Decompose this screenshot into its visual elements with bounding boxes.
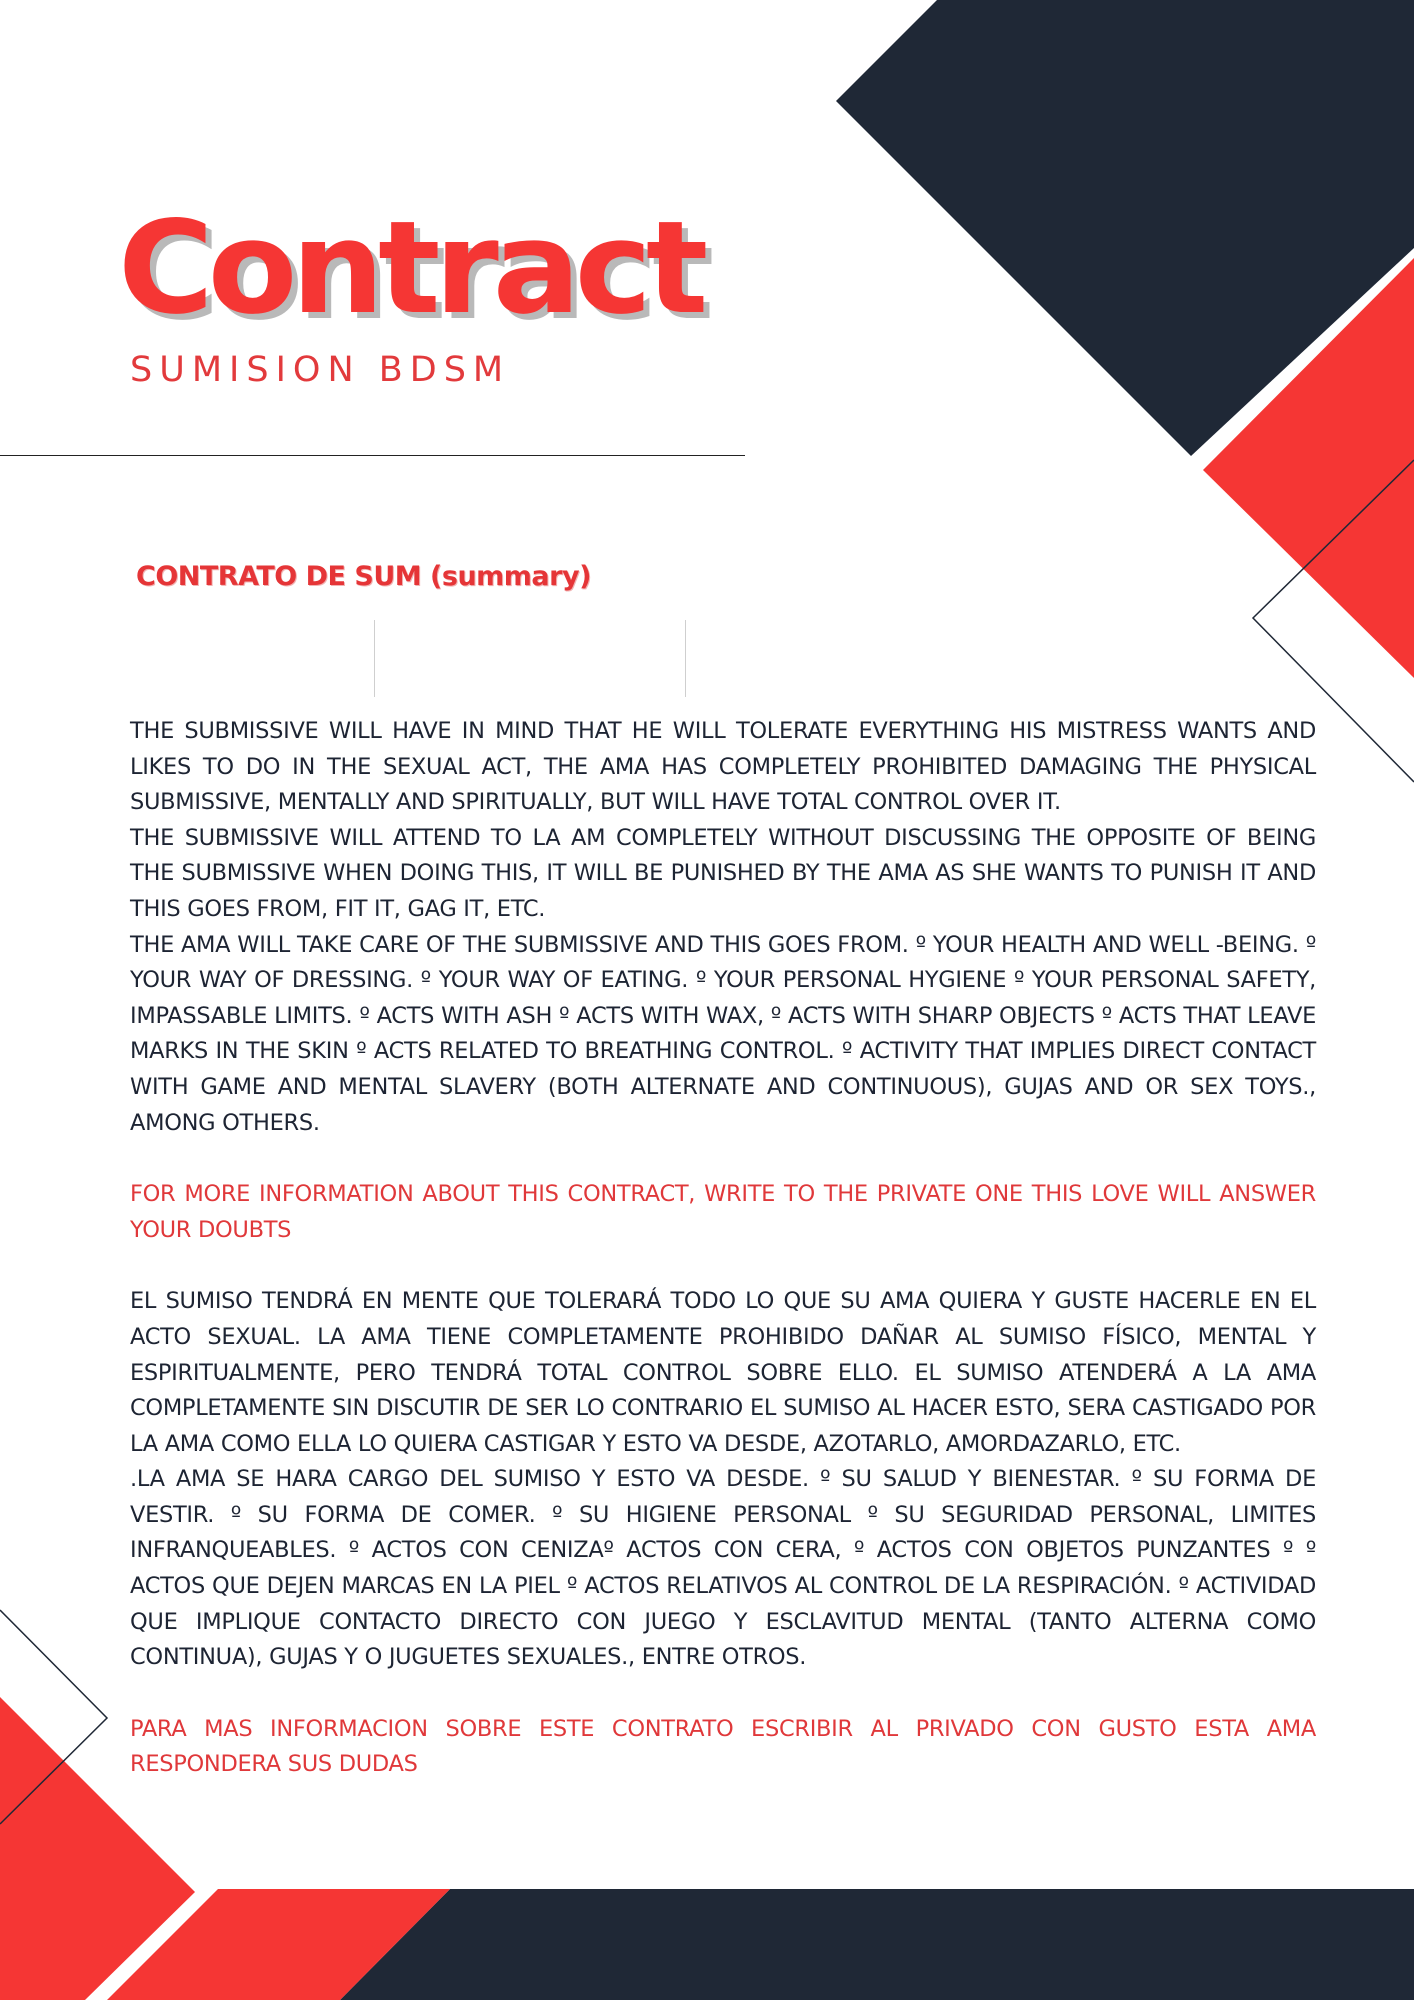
column-divider-right (685, 620, 686, 697)
english-paragraph-1: THE SUBMISSIVE WILL HAVE IN MIND THAT HE WILL TOLERATE EVERYTHING HIS MISTRESS WANTS AND LIKES TO DO IN THE SEXUAL ACT, THE AMA HAS COMPLETELY PROHIBITED DAMAGING THE PHYSICAL SUBMISSIVE, MENTALLY AND SPIRITUALLY, BUT WILL HAVE TOTAL CONTROL OVER IT. (130, 718, 1316, 816)
section-heading: CONTRATO DE SUM (summary) (136, 561, 591, 592)
spanish-paragraph-2: .LA AMA SE HARA CARGO DEL SUMISO Y ESTO VA DESDE. º SU SALUD Y BIENESTAR. º SU FORMA DE VESTIR. º SU FORMA DE COMER. º SU HIGIENE PERSONAL º SU SEGURIDAD PERSONAL, LIMITES INFRANQUEABLES. º ACTOS CON CENIZAº ACTOS CON CERA, º ACTOS CON OBJETOS PUNZANTES º º ACTOS QUE DEJEN MARCAS EN LA PIEL º ACTOS RELATIVOS AL CONTROL DE LA RESPIRACIÓN. º ACTIVIDAD QUE IMPLIQUE CONTACTO DIRECTO CON JUEGO Y ESCLAVITUD MENTAL (TANTO ALTERNA COMO CONTINUA), GUJAS Y O JUGUETES SEXUALES., ENTRE OTROS. (130, 1466, 1316, 1671)
document-subtitle: SUMISION BDSM (130, 350, 511, 390)
spanish-paragraph-1: EL SUMISO TENDRÁ EN MENTE QUE TOLERARÁ TODO LO QUE SU AMA QUIERA Y GUSTE HACERLE EN EL ACTO SEXUAL. LA AMA TIENE COMPLETAMENTE PROHIBIDO DAÑAR AL SUMISO FÍSICO, MENTAL Y ESPIRITUALMENTE, PERO TENDRÁ TOTAL CONTROL SOBRE ELLO. EL SUMISO ATENDERÁ A LA AMA COMPLETAMENTE SIN DISCUTIR DE SER LO CONTRARIO EL SUMISO AL HACER ESTO, SERA CASTIGADO POR LA AMA COMO ELLA LO QUIERA CASTIGAR Y ESTO VA DESDE, AZOTARLO, AMORDAZARLO, ETC. (130, 1288, 1316, 1457)
english-contact-note: FOR MORE INFORMATION ABOUT THIS CONTRACT, WRITE TO THE PRIVATE ONE THIS LOVE WILL ANSWER YOUR DOUBTS (130, 1181, 1316, 1243)
document-title: Contract (118, 194, 703, 343)
spanish-contact-note: PARA MAS INFORMACION SOBRE ESTE CONTRATO ESCRIBIR AL PRIVADO CON GUSTO ESTA AMA RESPONDERA SUS DUDAS (130, 1715, 1316, 1778)
english-paragraph-2: THE SUBMISSIVE WILL ATTEND TO LA AM COMPLETELY WITHOUT DISCUSSING THE OPPOSITE OF BEING THE SUBMISSIVE WHEN DOING THIS, IT WILL BE PUNISHED BY THE AMA AS SHE WANTS TO PUNISH IT AND THIS GOES FROM, FIT IT, GAG IT, ETC. (130, 824, 1316, 922)
header-divider (0, 455, 745, 456)
bottom-navy-band (340, 1889, 1414, 2000)
english-paragraph-3: THE AMA WILL TAKE CARE OF THE SUBMISSIVE AND THIS GOES FROM. º YOUR HEALTH AND WELL -BEING. º YOUR WAY OF DRESSING. º YOUR WAY OF EATING. º YOUR PERSONAL HYGIENE º YOUR PERSONAL SAFETY, IMPASSABLE LIMITS. º ACTS WITH ASH º ACTS WITH WAX, º ACTS WITH SHARP OBJECTS º ACTS THAT LEAVE MARKS IN THE SKIN º ACTS RELATED TO BREATHING CONTROL. º ACTIVITY THAT IMPLIES DIRECT CONTACT WITH GAME AND MENTAL SLAVERY (BOTH ALTERNATE AND CONTINUOUS), GUJAS AND OR SEX TOYS., AMONG OTHERS. (130, 931, 1316, 1136)
column-divider-left (374, 620, 375, 697)
contract-body (130, 714, 1316, 1783)
